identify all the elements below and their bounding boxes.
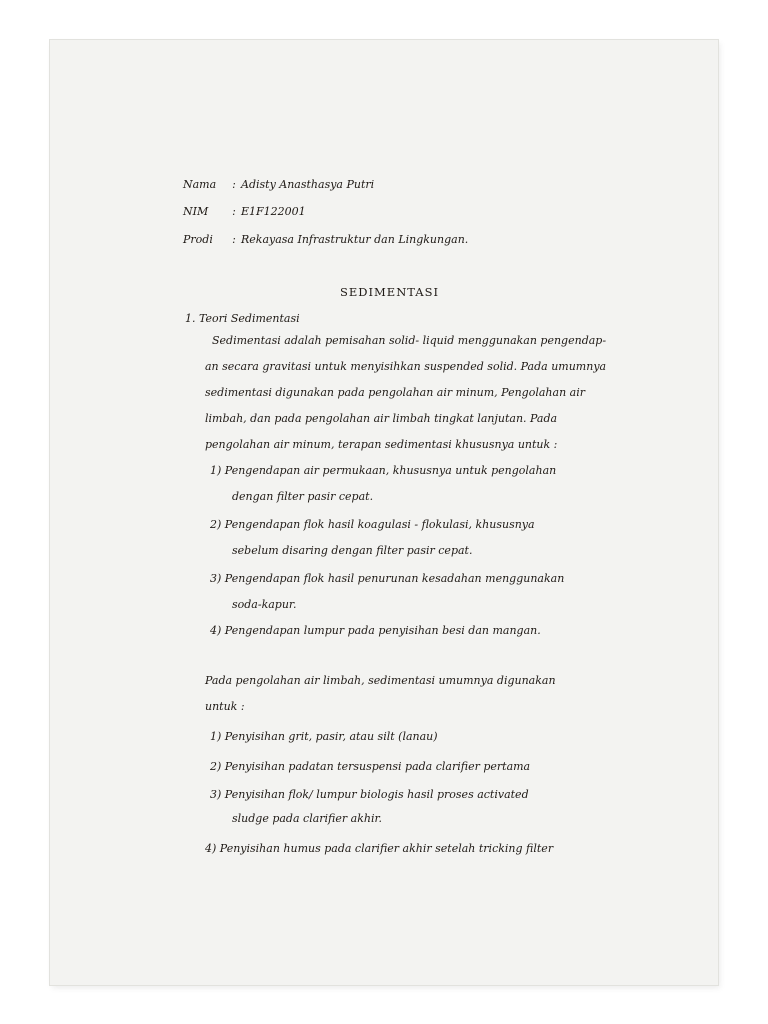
name-value: Adisty Anasthasya Putri [241,178,375,191]
list-item: 4) Pengendapan lumpur pada penyisihan besi dan mangan. [210,624,541,637]
prodi-label: Prodi [183,233,213,246]
paragraph-line: pengolahan air minum, terapan sedimentasi khususnya untuk : [205,438,558,451]
torn-edge-marks [300,36,430,50]
list-item-cont: sebelum disaring dengan filter pasir cepat. [232,544,473,557]
list-item-cont: soda-kapur. [232,598,297,611]
paragraph-line: limbah, dan pada pengolahan air limbah tingkat lanjutan. Pada [205,412,558,425]
section-heading: 1. Teori Sedimentasi [185,312,300,325]
list-item: 1) Penyisihan grit, pasir, atau silt (lanau) [210,730,438,743]
paragraph-line: Pada pengolahan air limbah, sedimentasi umumnya digunakan [205,674,556,687]
name-label: Nama [183,178,217,191]
list-item-cont: dengan filter pasir cepat. [232,490,374,503]
nim-value: E1F122001 [241,205,306,218]
name-row: Nama : Adisty Anasthasya Putri [183,178,375,191]
nim-label: NIM [183,205,209,218]
list-item: 2) Pengendapan flok hasil koagulasi - flokulasi, khususnya [210,518,535,531]
list-item-cont: sludge pada clarifier akhir. [232,812,383,825]
paragraph-line: untuk : [205,700,245,713]
prodi-row: Prodi : Rekayasa Infrastruktur dan Lingkungan. [183,233,469,246]
list-item: 4) Penyisihan humus pada clarifier akhir setelah tricking filter [205,842,554,855]
nim-row: NIM : E1F122001 [183,205,306,218]
paragraph-line: sedimentasi digunakan pada pengolahan air minum, Pengolahan air [205,386,585,399]
prodi-value: Rekayasa Infrastruktur dan Lingkungan. [241,233,469,246]
document-title: SEDIMENTASI [340,285,440,299]
list-item: 3) Penyisihan flok/ lumpur biologis hasil proses activated [210,788,529,801]
paragraph-line: Sedimentasi adalah pemisahan solid- liquid menggunakan pengendap- [212,334,607,347]
paragraph-line: an secara gravitasi untuk menyisihkan suspended solid. Pada umumnya [205,360,607,373]
list-item: 2) Penyisihan padatan tersuspensi pada clarifier pertama [210,760,531,773]
list-item: 3) Pengendapan flok hasil penurunan kesadahan menggunakan [210,572,565,585]
list-item: 1) Pengendapan air permukaan, khususnya untuk pengolahan [210,464,557,477]
